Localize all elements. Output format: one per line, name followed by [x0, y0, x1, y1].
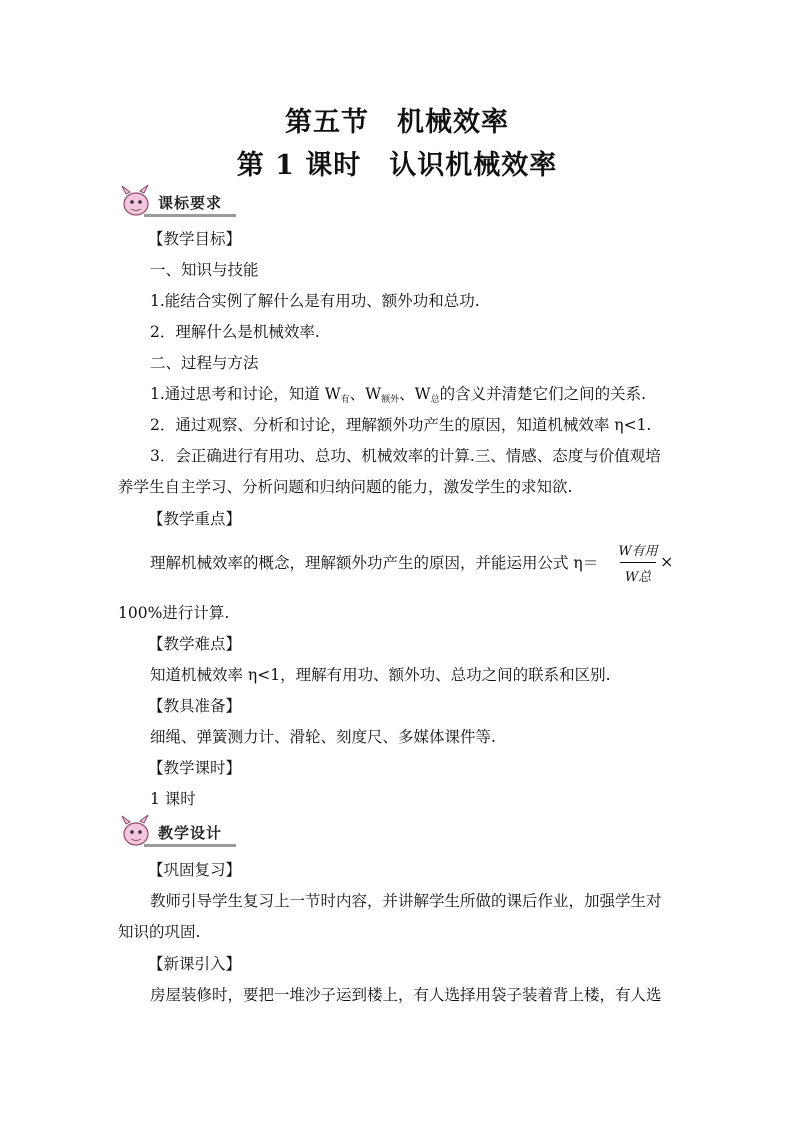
times-sign: × — [660, 552, 674, 571]
heading-tools: 【教具准备】 — [148, 697, 242, 715]
heading-hours: 【教学课时】 — [148, 759, 242, 777]
process-item-3-line1: 3．会正确进行有用功、总功、机械效率的计算.三、情感、态度与价值观培 — [150, 447, 661, 465]
heading-key-points: 【教学重点】 — [148, 510, 242, 528]
text-fragment: 、W — [349, 385, 382, 403]
goal-item-2: 2．理解什么是机械效率. — [150, 323, 320, 341]
fraction-bar — [620, 562, 656, 563]
section-banner-design — [118, 814, 243, 850]
text-fragment: 、W — [399, 385, 431, 403]
process-item-3-line2: 养学生自主学习、分析问题和归纳问题的能力，激发学生的求知欲. — [118, 478, 573, 496]
subheading-knowledge: 一、知识与技能 — [150, 261, 259, 279]
process-item-1 — [150, 384, 646, 410]
section-banner-standards — [118, 184, 243, 220]
heading-teaching-goals: 【教学目标】 — [148, 230, 242, 248]
heading-difficulties: 【教学难点】 — [148, 635, 242, 653]
subscript: 有 — [340, 395, 350, 405]
text-fragment: 1.通过思考和讨论，知道 W — [150, 385, 341, 403]
heading-intro: 【新课引入】 — [148, 955, 242, 973]
difficulty-text: 知道机械效率 η<1，理解有用功、额外功、总功之间的联系和区别. — [150, 666, 611, 684]
subheading-process: 二、过程与方法 — [150, 354, 259, 372]
heading-review: 【巩固复习】 — [148, 861, 242, 879]
subscript: 总 — [430, 395, 440, 405]
goal-item-1: 1.能结合实例了解什么是有用功、额外功和总功. — [150, 292, 480, 310]
formula-numerator: W有用 — [618, 544, 658, 559]
banner-label: 教学设计 — [158, 824, 223, 842]
review-text-line1: 教师引导学生复习上一节时内容，并讲解学生所做的课后作业，加强学生对 — [150, 892, 662, 910]
intro-text: 房屋装修时，要把一堆沙子运到楼上，有人选择用袋子装着背上楼，有人选 — [150, 986, 662, 1004]
key-point-text: 理解机械效率的概念，理解额外功产生的原因，并能运用公式 η＝ — [150, 554, 599, 572]
tools-text: 细绳、弹簧测力计、滑轮、刻度尺、多媒体课件等. — [150, 728, 496, 746]
process-item-2: 2．通过观察、分析和讨论，理解额外功产生的原因，知道机械效率 η<1. — [150, 416, 652, 434]
text-fragment: 的含义并清楚它们之间的关系. — [439, 385, 647, 403]
key-point-text-cont: 100%进行计算. — [118, 604, 230, 622]
banner-label: 课标要求 — [158, 194, 223, 212]
hours-text: 1 课时 — [150, 790, 196, 808]
page-subtitle: 第 1 课时 认识机械效率 — [236, 150, 558, 181]
subscript: 额外 — [381, 395, 400, 405]
formula-denominator: W总 — [624, 570, 652, 585]
review-text-line2: 知识的巩固. — [118, 923, 201, 941]
page-title: 第五节 机械效率 — [285, 107, 509, 138]
